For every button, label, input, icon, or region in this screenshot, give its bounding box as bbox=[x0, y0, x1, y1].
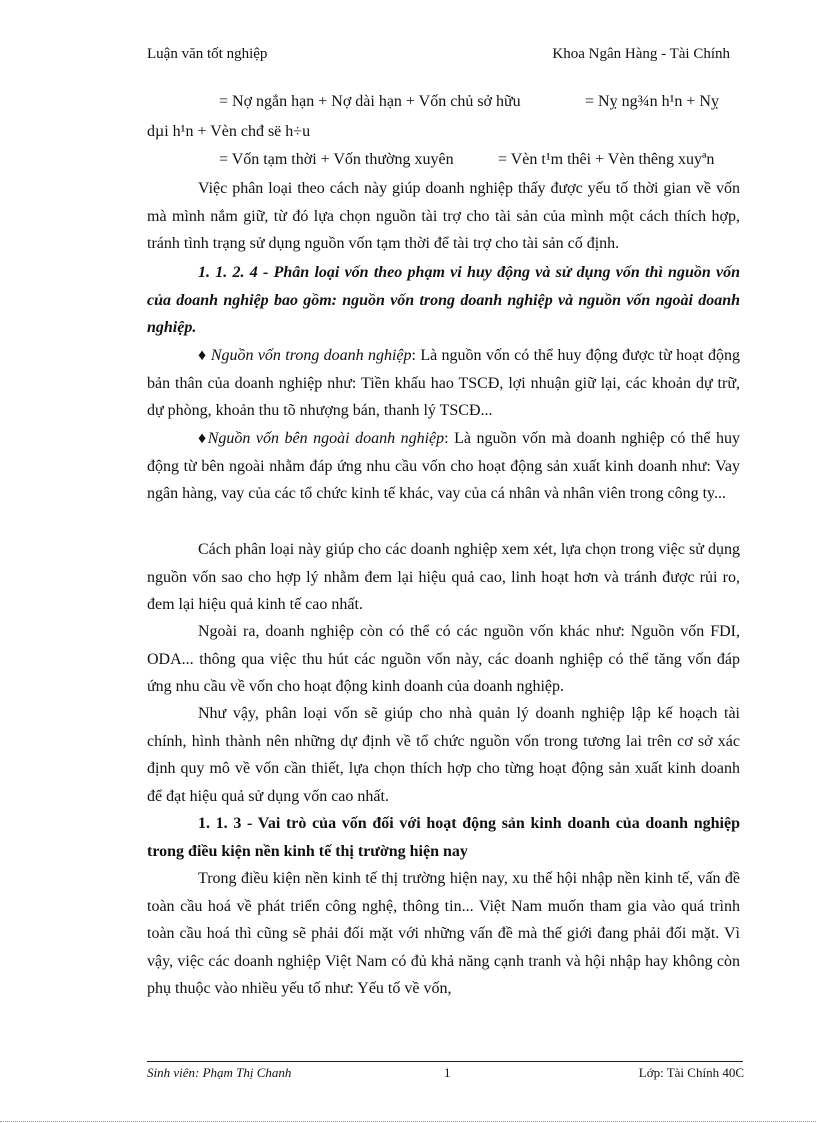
paragraph-benefits: Cách phân loại này giúp cho các doanh nghiệp xem xét, lựa chọn trong việc sử dụng nguồn vốn sao cho hợp lý nhằm đem lại hiệu quả cao, linh hoạt hơn và tránh được rủi ro, đem lại hiệu quả kinh tế cao nhất. bbox=[147, 541, 740, 613]
bullet-label-internal: Nguồn vốn trong doanh nghiệp bbox=[210, 347, 412, 364]
bullet-label-external: Nguồn vốn bên ngoài doanh nghiệp bbox=[207, 430, 445, 447]
equation-line-1c: dµi h¹n + Vèn chđ së h÷u bbox=[147, 123, 311, 140]
paragraph-market-context: Trong điều kiện nền kinh tế thị trường hiện nay, xu thế hội nhập nền kinh tế, vấn đề toàn cầu hoá về phát triển công nghệ, thông tin... Việt Nam muốn tham gia vào quá trình toàn cầu hoá thì cũng sẽ phải đối mặt với những vấn đề mà thế giới đang phải đối mặt. Vì vậy, việc các doanh nghiệp Việt Nam có đủ khả năng cạnh tranh và hội nhập hay không còn phụ thuộc vào nhiều yếu tố như: Yếu tố về vốn, bbox=[147, 870, 740, 997]
page-edge bbox=[0, 1121, 816, 1122]
paragraph-classification: Việc phân loại theo cách này giúp doanh nghiệp thấy được yếu tố thời gian về vốn mà mình nắm giữ, từ đó lựa chọn nguồn tài trợ cho tài sản của mình một cách thích hợp, tránh tình trạng sử dụng nguồn vốn tạm thời để tài trợ cho tài sản cố định. bbox=[147, 180, 740, 252]
bullet-external-capital bbox=[147, 425, 740, 508]
section-heading-1-1-2-4: 1. 1. 2. 4 - Phân loại vốn theo phạm vi huy động và sử dụng vốn thì nguồn vốn của doanh nghiệp bao gồm: nguồn vốn trong doanh nghiệp và nguồn vốn ngoài doanh nghiệp. bbox=[147, 264, 740, 336]
bullet-internal-capital bbox=[147, 342, 740, 425]
bullet-text-external: : Là nguồn vốn mà doanh nghiệp có thể huy động từ bên ngoài nhằm đáp ứng nhu cầu vốn cho hoạt động sản xuất kinh doanh như: Vay ngân hàng, vay của các tổ chức kinh tế khác, vay của cá nhân và nhân viên trong công ty... bbox=[147, 430, 740, 502]
equation-line-2a: = Vốn tạm thời + Vốn thường xuyên bbox=[219, 151, 454, 168]
bullet-text-internal: : Là nguồn vốn có thể huy động được từ hoạt động bản thân của doanh nghiệp như: Tiền khấu hao TSCĐ, lợi nhuận giữ lại, các khoản dự trữ, dự phòng, khoản thu tõ nhượng bán, thanh lý TSCĐ... bbox=[147, 347, 741, 419]
section-heading-1-1-3: 1. 1. 3 - Vai trò của vốn đối với hoạt động sản kinh doanh của doanh nghiệp trong điều kiện nền kinh tế thị trường hiện nay bbox=[147, 815, 740, 860]
paragraph-other-sources: Ngoài ra, doanh nghiệp còn có thể có các nguồn vốn khác như: Nguồn vốn FDI, ODA... thông qua việc thu hút các nguồn vốn này, các doanh nghiệp có thể tăng vốn đáp ứng nhu cầu về vốn cho hoạt động kinh doanh của doanh nghiệp. bbox=[147, 623, 740, 695]
footer-class: Lớp: Tài Chính 40C bbox=[638, 1065, 744, 1080]
header-left: Luận văn tốt nghiệp bbox=[147, 46, 268, 62]
equation-line-1b: = Nỵ ng¾n h¹n + Nỵ bbox=[585, 93, 719, 110]
paragraph-conclusion: Như vậy, phân loại vốn sẽ giúp cho nhà quản lý doanh nghiệp lập kế hoạch tài chính, hình thành nên những dự định về tổ chức nguồn vốn trong tương lai trên cơ sở xác định quy mô về vốn cần thiết, lựa chọn thích hợp cho từng hoạt động sản xuất kinh doanh để đạt hiệu quả sử dụng vốn cao nhất. bbox=[147, 705, 740, 805]
bullet-marker-2: ♦ bbox=[198, 430, 208, 447]
header-right: Khoa Ngân Hàng - Tài Chính bbox=[552, 46, 730, 62]
footer-page-number: 1 bbox=[444, 1065, 451, 1080]
footer-student: Sinh viên: Phạm Thị Chanh bbox=[147, 1065, 292, 1080]
footer-divider bbox=[147, 1061, 743, 1062]
equation-line-2b: = Vèn t¹m thêi + Vèn thêng xuyªn bbox=[498, 151, 715, 168]
bullet-marker-1: ♦ bbox=[198, 347, 211, 364]
equation-line-1a: = Nợ ngắn hạn + Nợ dài hạn + Vốn chủ sở hữu bbox=[219, 93, 521, 110]
